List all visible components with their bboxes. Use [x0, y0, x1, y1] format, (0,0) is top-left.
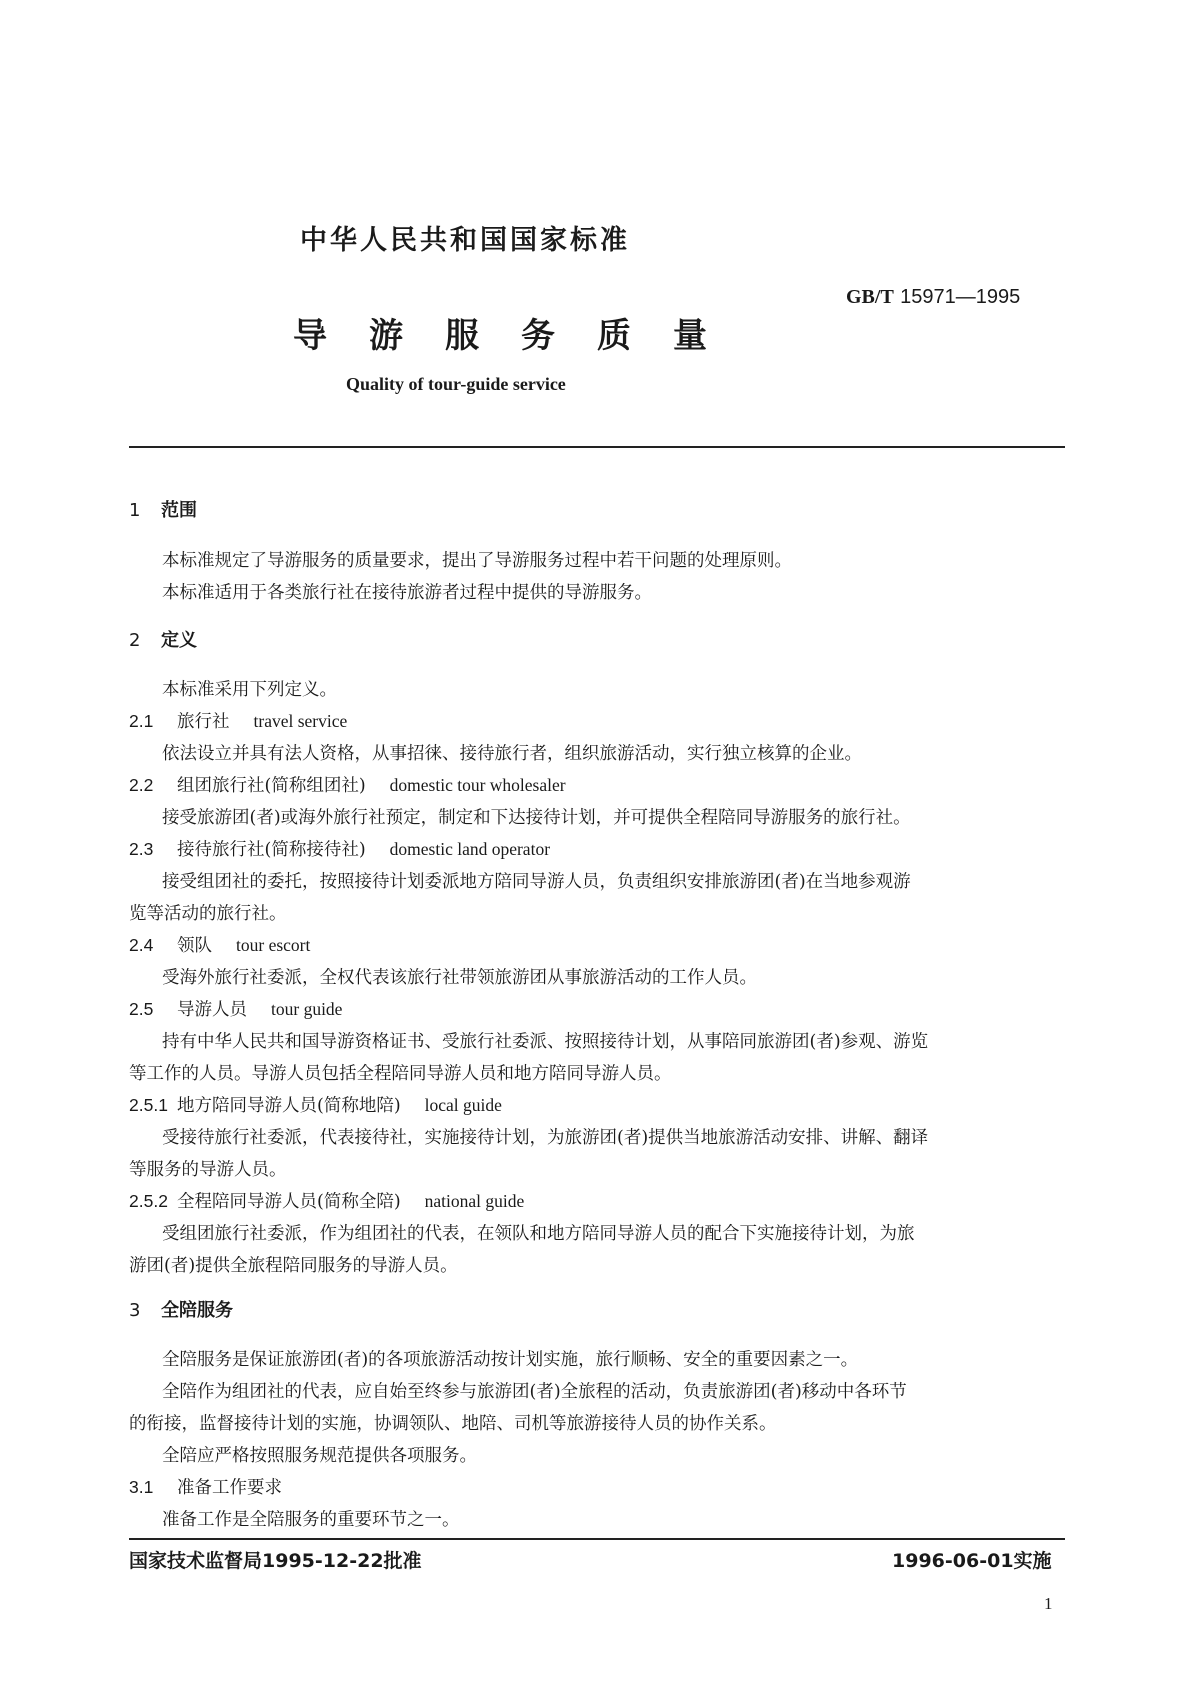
- subsection-heading: [129, 1474, 282, 1499]
- header-divider: [129, 446, 1065, 448]
- definition-text: 受组团旅行社委派，作为组团社的代表，在领队和地方陪同导游人员的配合下实施接待计划，为旅: [162, 1224, 915, 1244]
- term-en: local guide: [424, 1095, 502, 1115]
- clause-number: 3.1: [129, 1477, 154, 1497]
- title-char: 服: [445, 316, 479, 356]
- paragraph: 本标准适用于各类旅行社在接待旅游者过程中提供的导游服务。: [162, 583, 652, 603]
- standard-category-title: 中华人民共和国国家标准: [300, 225, 630, 256]
- clause-number: 2.5.2: [129, 1191, 168, 1211]
- clause-number: 2.5.1: [129, 1095, 168, 1115]
- clause-number: 2.3: [129, 839, 154, 859]
- term-en: tour escort: [236, 935, 311, 955]
- term-zh: 组团旅行社(简称组团社): [177, 776, 366, 796]
- paragraph: 全陪应严格按照服务规范提供各项服务。: [162, 1446, 477, 1466]
- effective-date: 1996-06-01实施: [892, 1550, 1052, 1572]
- section-number: 1: [129, 500, 141, 521]
- paragraph: 本标准规定了导游服务的质量要求，提出了导游服务过程中若干问题的处理原则。: [162, 551, 792, 571]
- term-zh: 接待旅行社(简称接待社): [177, 840, 366, 860]
- clause-number: 2.5: [129, 999, 154, 1019]
- definition-heading: [129, 932, 310, 957]
- definition-heading: [129, 836, 550, 861]
- term-en: domestic land operator: [389, 839, 551, 859]
- definition-text: 览等活动的旅行社。: [129, 904, 287, 924]
- approval-line: 国家技术监督局1995-12-22批准: [129, 1550, 422, 1572]
- paragraph: 全陪服务是保证旅游团(者)的各项旅游活动按计划实施，旅行顺畅、安全的重要因素之一。: [162, 1350, 859, 1370]
- title-char: 务: [521, 316, 555, 356]
- paragraph: 准备工作是全陪服务的重要环节之一。: [162, 1510, 460, 1530]
- paragraph: 的衔接，监督接待计划的实施，协调领队、地陪、司机等旅游接待人员的协作关系。: [129, 1414, 777, 1434]
- clause-number: 2.4: [129, 935, 154, 955]
- definition-text: 等服务的导游人员。: [129, 1160, 287, 1180]
- title-char: 量: [673, 316, 707, 356]
- term-en: tour guide: [271, 999, 343, 1019]
- paragraph: 本标准采用下列定义。: [162, 680, 337, 700]
- english-title: Quality of tour-guide service: [346, 374, 566, 394]
- section-number: 3: [129, 1300, 141, 1321]
- definition-text: 持有中华人民共和国导游资格证书、受旅行社委派、按照接待计划，从事陪同旅游团(者)参观、游览: [162, 1032, 929, 1052]
- term-zh: 旅行社: [177, 712, 230, 732]
- section-title: 定义: [161, 630, 197, 651]
- standard-prefix: GB/T: [846, 286, 894, 308]
- term-en: national guide: [424, 1191, 525, 1211]
- section-3-heading: [129, 1296, 233, 1322]
- section-2-heading: [129, 626, 197, 652]
- standard-number: [846, 284, 1020, 309]
- clause-number: 2.2: [129, 775, 154, 795]
- footer-divider: [129, 1538, 1065, 1540]
- title-char: 质: [597, 316, 631, 356]
- term-zh: 地方陪同导游人员(简称地陪): [177, 1096, 401, 1116]
- definition-text: 游团(者)提供全旅程陪同服务的导游人员。: [129, 1256, 458, 1276]
- subsection-title: 准备工作要求: [177, 1478, 282, 1498]
- definition-text: 等工作的人员。导游人员包括全程陪同导游人员和地方陪同导游人员。: [129, 1064, 672, 1084]
- section-title: 全陪服务: [161, 1300, 233, 1321]
- definition-text: 受接待旅行社委派，代表接待社，实施接待计划，为旅游团(者)提供当地旅游活动安排、讲解、翻译: [162, 1128, 929, 1148]
- definition-text: 依法设立并具有法人资格，从事招徕、接待旅行者，组织旅游活动，实行独立核算的企业。: [162, 744, 862, 764]
- definition-heading: [129, 708, 347, 733]
- section-1-heading: [129, 496, 197, 522]
- definition-heading: [129, 1092, 502, 1117]
- term-en: travel service: [253, 711, 348, 731]
- standard-code: 15971—1995: [900, 286, 1021, 308]
- term-zh: 导游人员: [177, 1000, 247, 1020]
- term-zh: 全程陪同导游人员(简称全陪): [177, 1192, 401, 1212]
- definition-heading: [129, 772, 566, 797]
- section-number: 2: [129, 630, 141, 651]
- page-number: 1: [1044, 1594, 1053, 1613]
- paragraph: 全陪作为组团社的代表，应自始至终参与旅游团(者)全旅程的活动，负责旅游团(者)移动中各环节: [162, 1382, 907, 1402]
- definition-text: 受海外旅行社委派，全权代表该旅行社带领旅游团从事旅游活动的工作人员。: [162, 968, 757, 988]
- title-char: 游: [369, 316, 403, 356]
- section-title: 范围: [161, 500, 197, 521]
- definition-text: 接受旅游团(者)或海外旅行社预定，制定和下达接待计划，并可提供全程陪同导游服务的旅行社。: [162, 808, 911, 828]
- definition-heading: [129, 996, 342, 1021]
- clause-number: 2.1: [129, 711, 154, 731]
- term-en: domestic tour wholesaler: [389, 775, 566, 795]
- document-title: [293, 308, 749, 357]
- definition-text: 接受组团社的委托，按照接待计划委派地方陪同导游人员，负责组织安排旅游团(者)在当地参观游: [162, 872, 911, 892]
- title-char: 导: [293, 316, 327, 356]
- definition-heading: [129, 1188, 524, 1213]
- term-zh: 领队: [177, 936, 212, 956]
